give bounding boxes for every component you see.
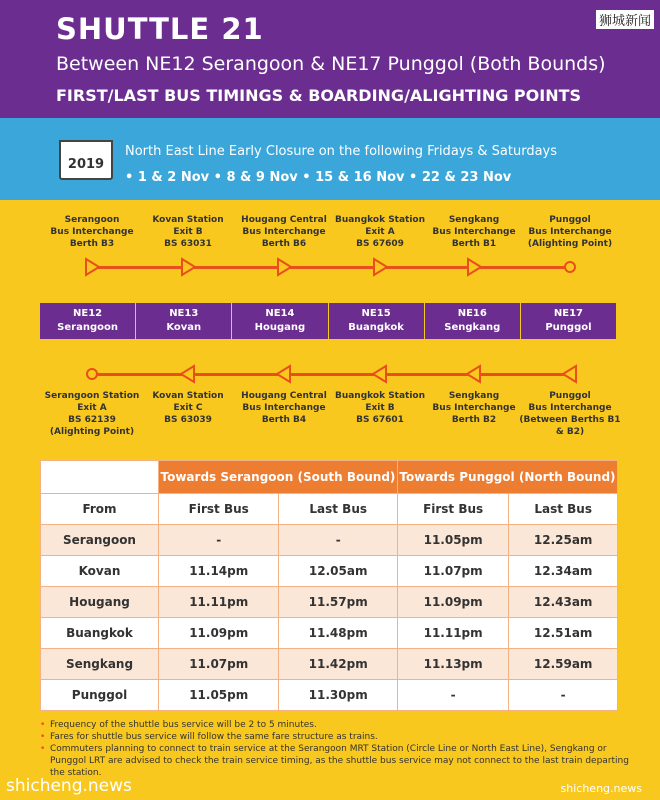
south-arrow-icon [560, 364, 580, 384]
station-ne17: NE17 Punggol [521, 303, 616, 339]
table-row: Serangoon - - 11.05pm 12.25am [41, 525, 618, 556]
north-arrow-icon [464, 257, 484, 277]
north-arrow-icon [370, 257, 390, 277]
calendar-year: 2019 [67, 157, 105, 172]
north-stop-label: Buangkok Station Exit A BS 67609 [334, 215, 426, 249]
north-stop-label: Sengkang Bus Interchange Berth B1 [432, 215, 516, 249]
watermark-top: 狮城新闻 [596, 10, 654, 29]
south-stop-label: Hougang Central Bus Interchange Berth B4 [241, 391, 327, 425]
station-ne16: NE16 Sengkang [425, 303, 521, 339]
station-ne12: NE12 Serangoon [40, 303, 136, 339]
table-row: Buangkok 11.09pm 11.48pm 11.11pm 12.51am [41, 618, 618, 649]
calendar-icon [59, 146, 113, 180]
page-title: SHUTTLE 21 [56, 12, 264, 46]
south-arrow-icon [274, 364, 294, 384]
south-stop-label: Buangkok Station Exit B BS 67601 [334, 391, 426, 425]
footnotes [40, 719, 630, 779]
footnote: • Commuters planning to connect to train service at the Serangoon MRT Station (Circle Line or North East Line), Sengkang or Punggol LRT are advised to check the train service timing, as the shuttle bus service may not connect to the last train departing the station. [40, 743, 630, 779]
north-end-circle-icon [560, 257, 580, 277]
station-bar [40, 303, 616, 339]
notice-line-1: North East Line Early Closure on the following Fridays & Saturdays [125, 144, 558, 159]
station-ne14: NE14 Hougang [232, 303, 328, 339]
south-bound-header: Towards Serangoon (South Bound) [159, 461, 398, 494]
notice-dates: • 1 & 2 Nov • 8 & 9 Nov • 15 & 16 Nov • 22 & 23 Nov [125, 170, 512, 185]
south-stop-label: Sengkang Bus Interchange Berth B2 [432, 391, 516, 425]
col-first-bus-south: First Bus [159, 494, 279, 525]
north-arrow-icon [274, 257, 294, 277]
page-subtitle-2: FIRST/LAST BUS TIMINGS & BOARDING/ALIGHTING POINTS [56, 86, 582, 105]
col-last-bus-north: Last Bus [509, 494, 618, 525]
north-arrow-icon [178, 257, 198, 277]
watermark-bottom-right: shicheng.news [560, 782, 642, 795]
south-arrow-icon [464, 364, 484, 384]
timing-table [40, 460, 618, 711]
south-stop-label: Punggol Bus Interchange (Between Berths B1 & B2) [519, 391, 621, 437]
col-first-bus-north: First Bus [397, 494, 508, 525]
footnote: • Frequency of the shuttle bus service will be 2 to 5 minutes. [40, 719, 630, 731]
table-row: Punggol 11.05pm 11.30pm - - [41, 680, 618, 711]
watermark-bottom-left: shicheng.news [6, 776, 132, 796]
north-stop-label: Hougang Central Bus Interchange Berth B6 [241, 215, 327, 249]
south-arrow-icon [370, 364, 390, 384]
south-route-line [90, 373, 570, 376]
table-row: Kovan 11.14pm 12.05am 11.07pm 12.34am [41, 556, 618, 587]
south-stop-label: Kovan Station Exit C BS 63039 [152, 391, 224, 425]
south-stop-label: Serangoon Station Exit A BS 62139 (Alighting Point) [44, 391, 140, 437]
south-end-circle-icon [82, 364, 102, 384]
col-last-bus-south: Last Bus [279, 494, 397, 525]
north-stop-label: Kovan Station Exit B BS 63031 [152, 215, 224, 249]
station-ne15: NE15 Buangkok [329, 303, 425, 339]
north-route-line [92, 266, 570, 269]
footnote: • Fares for shuttle bus service will follow the same fare structure as trains. [40, 731, 630, 743]
station-ne13: NE13 Kovan [136, 303, 232, 339]
header-banner [0, 0, 660, 118]
north-arrow-icon [82, 257, 102, 277]
col-from: From [41, 494, 159, 525]
south-arrow-icon [178, 364, 198, 384]
table-row: Sengkang 11.07pm 11.42pm 11.13pm 12.59am [41, 649, 618, 680]
page-subtitle: Between NE12 Serangoon & NE17 Punggol (Both Bounds) [56, 53, 606, 75]
north-stop-label: Serangoon Bus Interchange Berth B3 [50, 215, 134, 249]
north-bound-header: Towards Punggol (North Bound) [397, 461, 617, 494]
north-stop-label: Punggol Bus Interchange (Alighting Point) [527, 215, 613, 249]
table-row: Hougang 11.11pm 11.57pm 11.09pm 12.43am [41, 587, 618, 618]
